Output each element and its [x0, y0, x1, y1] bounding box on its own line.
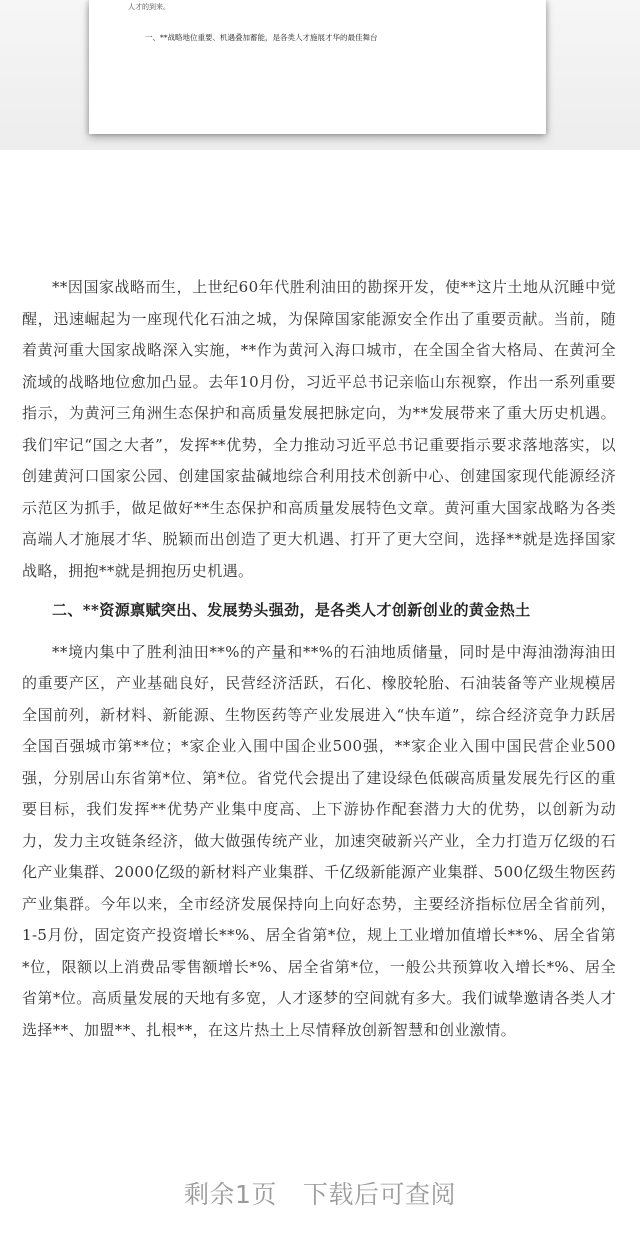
section-heading-2: 二、**资源禀赋突出、发展势头强劲，是各类人才创新创业的黄金热土: [52, 601, 531, 619]
preview-text-line: 人才的到来。: [128, 3, 170, 11]
remaining-pages-label: 剩余1页: [184, 1180, 277, 1209]
preview-heading-line: 一、**战略地位重要、机遇叠加蓄能，是各类人才施展才华的最佳舞台: [145, 33, 378, 42]
download-to-view-label: 下载后可查阅: [302, 1180, 456, 1209]
page-preview-card: [89, 0, 546, 134]
paragraph-strategy: **因国家战略而生，上世纪60年代胜利油田的勘探开发，使**这片土地从沉睡中觉醒，迅速崛起为一座现代化石油之城，为保障国家能源安全作出了重要贡献。当前，随着黄河重大国家战略深入实施，**作为黄河入海口城市，在全国全省大格局、在黄河全流域的战略地位愈加凸显。去年10月份，习近平总书记亲临山东视察，作出一系列重要指示，为黄河三角洲生态保护和高质量发展把脉定向，为**发展带来了重大历史机遇。我们牢记“国之大者”，发挥**优势，全力推动习近平总书记重要指示要求落地落实，以创建黄河口国家公园、创建国家盐碱地综合利用技术创新中心、创建国家现代能源经济示范区为抓手，做足做好**生态保护和高质量发展特色文章。黄河重大国家战略为各类高端人才施展才华、脱颖而出创造了更大机遇、打开了更大空间，选择**就是选择国家战略，拥抱**就是拥抱历史机遇。: [22, 278, 616, 580]
download-prompt-banner[interactable]: [0, 1175, 640, 1211]
paragraph-resources: **境内集中了胜利油田**%的产量和**%的石油地质储量，同时是中海油渤海油田的重要产区，产业基础良好，民营经济活跃，石化、橡胶轮胎、石油装备等产业规模居全国前列，新材料、新能源、生物医药等产业发展进入“快车道”，综合经济竞争力跃居全国百强城市第**位；*家企业入围中国企业500强，**家企业入围中国民营企业500强，分别居山东省第*位、第*位。省党代会提出了建设绿色低碳高质量发展先行区的重要目标，我们发挥**优势产业集中度高、上下游协作配套潜力大的优势，以创新为动力，发力主攻链条经济，做大做强传统产业，加速突破新兴产业，全力打造万亿级的石化产业集群、2000亿级的新材料产业集群、千亿级新能源产业集群、500亿级生物医药产业集群。今年以来，全市经济发展保持向上向好态势，主要经济指标位居全省前列，1-5月份，固定资产投资增长**%、居全省第*位，规上工业增加值增长**%、居全省第*位，限额以上消费品零售额增长*%、居全省第*位，一般公共预算收入增长*%、居全省第*位。高质量发展的天地有多宽，人才逐梦的空间就有多大。我们诚挚邀请各类人才选择**、加盟**、扎根**，在这片热土上尽情释放创新智慧和创业激情。: [22, 642, 616, 1039]
document-body: [0, 272, 640, 1046]
